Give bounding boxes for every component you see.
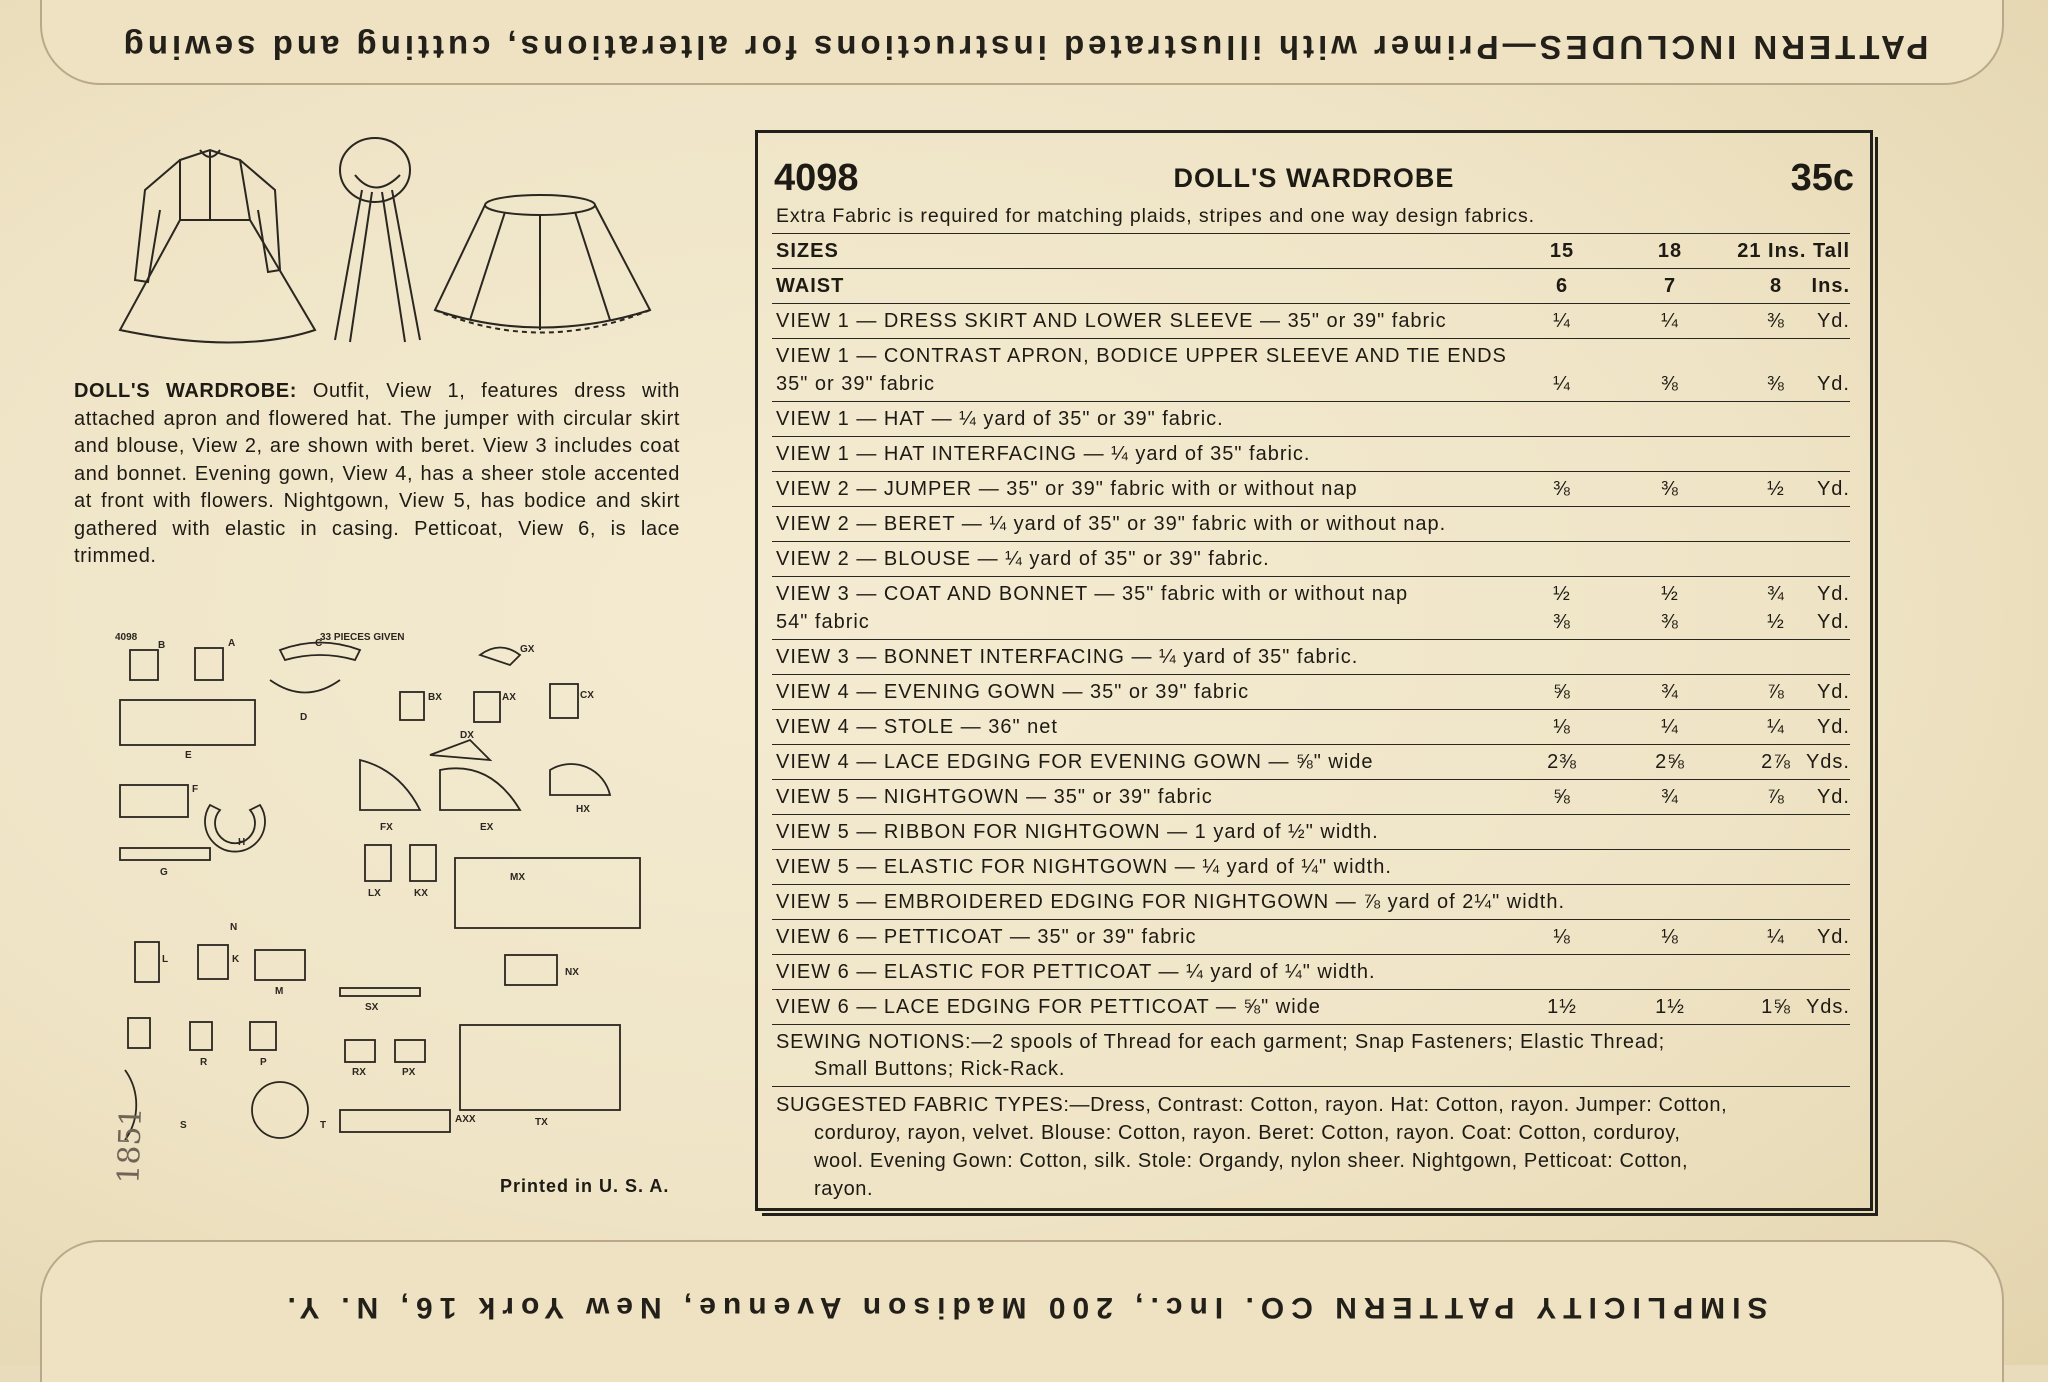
yardage-cell: ⅝	[1553, 786, 1571, 808]
table-row	[772, 541, 1850, 576]
piece-outline	[460, 1025, 620, 1110]
piece-label: R	[200, 1057, 208, 1068]
piece-outline	[345, 1040, 375, 1062]
yardage-cell: ¼	[1553, 310, 1571, 332]
piece-label: G	[160, 867, 168, 878]
yardage-cell: 1⅝	[1761, 996, 1791, 1018]
row-label: VIEW 4 — STOLE — 36" net	[776, 716, 1058, 738]
yardage-cell: ⅜	[1661, 373, 1679, 395]
row-label: VIEW 5 — NIGHTGOWN — 35" or 39" fabric	[776, 786, 1213, 808]
table-row	[772, 814, 1850, 849]
yardage-cell: ⅞	[1767, 681, 1785, 703]
piece-outline	[128, 1018, 150, 1048]
table-row	[772, 506, 1850, 541]
table-row	[772, 779, 1850, 814]
unit-cell: Yds.	[1805, 751, 1850, 773]
sewing-notions	[772, 1024, 1850, 1086]
piece-label: HX	[576, 804, 590, 815]
piece-outline	[430, 740, 490, 760]
notions-line: SEWING NOTIONS:—2 spools of Thread for each garment; Snap Fasteners; Elastic Thread;	[776, 1031, 1666, 1053]
piece-label: B	[158, 640, 166, 651]
yardage-cell: 2⅞	[1761, 751, 1791, 773]
piece-label: H	[238, 837, 246, 848]
yardage-chart	[755, 130, 1873, 1211]
row-label: VIEW 1 — DRESS SKIRT AND LOWER SLEEVE — 35" or 39" fabric	[776, 310, 1447, 332]
piece-outline	[360, 760, 420, 810]
table-row	[772, 338, 1850, 401]
piece-label: KX	[414, 888, 428, 899]
yardage-cell: ⅜	[1767, 373, 1785, 395]
table-row	[772, 884, 1850, 919]
piece-label: AX	[502, 692, 516, 703]
piece-outline	[255, 950, 305, 980]
chart-title: DOLL'S WARDROBE	[1173, 163, 1455, 193]
waist-cell: 6	[1555, 275, 1569, 297]
yardage-cell: ⅜	[1661, 478, 1679, 500]
table-row	[772, 709, 1850, 744]
piece-outline	[130, 650, 158, 680]
piece-outline	[252, 1082, 308, 1138]
piece-outline	[410, 845, 436, 881]
yardage-cell: 1½	[1655, 996, 1685, 1018]
piece-label: F	[192, 784, 199, 795]
row-label: VIEW 1 — HAT INTERFACING — ¼ yard of 35" fabric.	[776, 443, 1311, 465]
piece-outline	[455, 858, 640, 928]
piece-outline	[550, 684, 578, 718]
yardage-cell: ½	[1767, 611, 1785, 633]
pattern-number: 4098	[774, 157, 859, 199]
unit-cell: Yd.	[1816, 611, 1850, 633]
sizes-label: SIZES	[776, 240, 839, 262]
yardage-cell: ¼	[1661, 716, 1679, 738]
yardage-cell: ⅜	[1661, 611, 1679, 633]
piece-outline	[250, 1022, 276, 1050]
piece-outline	[365, 845, 391, 881]
suggested-fabrics	[772, 1086, 1850, 1203]
piece-label: RX	[352, 1067, 366, 1078]
piece-outline	[270, 680, 340, 693]
piece-label: FX	[380, 822, 393, 833]
yardage-cell: ¼	[1661, 310, 1679, 332]
yardage-table	[772, 233, 1850, 1203]
row-label: VIEW 3 — BONNET INTERFACING — ¼ yard of 35" fabric.	[776, 646, 1359, 668]
piece-label: BX	[428, 692, 442, 703]
row-label: VIEW 6 — PETTICOAT — 35" or 39" fabric	[776, 926, 1197, 948]
yardage-cell: ½	[1661, 583, 1679, 605]
row-label: VIEW 5 — ELASTIC FOR NIGHTGOWN — ¼ yard of ¼" width.	[776, 856, 1392, 878]
piece-outline	[120, 785, 188, 817]
piece-label: EX	[480, 822, 494, 833]
table-row	[772, 576, 1850, 639]
pattern-pieces-diagram	[110, 630, 650, 1140]
sizes-row	[772, 233, 1850, 268]
piece-outline	[135, 942, 159, 982]
piece-label: T	[320, 1120, 327, 1131]
piece-outline	[440, 768, 520, 810]
piece-label: AXX	[455, 1114, 476, 1125]
piece-label: P	[260, 1057, 267, 1068]
size-cell: 21 Ins. Tall	[1737, 240, 1850, 262]
notions-line: Small Buttons; Rick-Rack.	[814, 1058, 1066, 1080]
piece-label: S	[180, 1120, 187, 1131]
row-label: VIEW 2 — BLOUSE — ¼ yard of 35" or 39" fabric.	[776, 548, 1270, 570]
waist-cell: 8	[1769, 275, 1783, 297]
piece-outline	[400, 692, 424, 720]
table-row	[772, 954, 1850, 989]
size-cell: 18	[1657, 240, 1683, 262]
unit-cell: Yd.	[1816, 716, 1850, 738]
yardage-cell: ½	[1553, 583, 1571, 605]
suggested-line: rayon.	[814, 1178, 874, 1200]
bottom-banner: SIMPLICITY PATTERN CO. Inc., 200 Madison Avenue, New York 16, N. Y.	[280, 1291, 1768, 1324]
petticoat-drawing	[435, 195, 650, 333]
yardage-cell: ¼	[1767, 926, 1785, 948]
yardage-cell: ⅛	[1661, 926, 1679, 948]
pieces-pattern-number: 4098	[115, 632, 138, 643]
piece-label: DX	[460, 730, 474, 741]
waist-row	[772, 268, 1850, 303]
dress-drawing	[120, 150, 315, 343]
table-row	[772, 401, 1850, 436]
piece-label: SX	[365, 1002, 379, 1013]
piece-label: TX	[535, 1117, 548, 1128]
garment-illustrations	[110, 130, 690, 360]
waist-unit: Ins.	[1811, 275, 1850, 297]
unit-cell: Yd.	[1816, 478, 1850, 500]
row-label: VIEW 4 — LACE EDGING FOR EVENING GOWN — ⅝" wide	[776, 751, 1374, 773]
row-label: VIEW 2 — JUMPER — 35" or 39" fabric with or without nap	[776, 478, 1358, 500]
description-lead: DOLL'S WARDROBE:	[74, 380, 297, 402]
yardage-cell: ¾	[1661, 681, 1679, 703]
piece-label: M	[275, 986, 284, 997]
row-label: VIEW 1 — CONTRAST APRON, BODICE UPPER SLEEVE AND TIE ENDS	[776, 345, 1507, 367]
yardage-cell: 1½	[1547, 996, 1577, 1018]
yardage-cell: ½	[1767, 478, 1785, 500]
size-cell: 15	[1549, 240, 1575, 262]
yardage-cell: ¾	[1767, 583, 1785, 605]
piece-label: D	[300, 712, 308, 723]
pattern-price: 35c	[1790, 157, 1854, 199]
unit-cell: Yd.	[1816, 926, 1850, 948]
top-banner: PATTERN INCLUDES—Primer with illustrated instructions for alterations, cutting and sewing	[119, 29, 1929, 66]
yardage-cell: 2⅝	[1655, 751, 1685, 773]
piece-label: L	[162, 954, 169, 965]
yardage-cell: ⅛	[1553, 926, 1571, 948]
row-label: VIEW 3 — COAT AND BONNET — 35" fabric with or without nap	[776, 583, 1409, 605]
row-label-continued: 54" fabric	[776, 611, 870, 633]
piece-outline	[395, 1040, 425, 1062]
piece-label: PX	[402, 1067, 416, 1078]
yardage-cell: ⅜	[1767, 310, 1785, 332]
piece-outline	[120, 700, 255, 745]
wardrobe-description	[74, 378, 680, 571]
unit-cell: Yd.	[1816, 583, 1850, 605]
row-label: VIEW 6 — ELASTIC FOR PETTICOAT — ¼ yard of ¼" width.	[776, 961, 1376, 983]
pieces-given-label: 33 PIECES GIVEN	[320, 632, 405, 643]
table-row	[772, 919, 1850, 954]
piece-label: A	[228, 638, 236, 649]
yardage-cell: 2⅜	[1547, 751, 1577, 773]
suggested-line: SUGGESTED FABRIC TYPES:—Dress, Contrast: Cotton, rayon. Hat: Cotton, rayon. Jumper: Cotton,	[776, 1094, 1728, 1116]
piece-label: LX	[368, 888, 381, 899]
piece-outline	[505, 955, 557, 985]
row-label: VIEW 5 — EMBROIDERED EDGING FOR NIGHTGOWN — ⅞ yard of 2¼" width.	[776, 891, 1565, 913]
row-label: VIEW 6 — LACE EDGING FOR PETTICOAT — ⅝" wide	[776, 996, 1321, 1018]
yardage-cell: ⅜	[1553, 611, 1571, 633]
row-label: VIEW 4 — EVENING GOWN — 35" or 39" fabric	[776, 681, 1250, 703]
unit-cell: Yds.	[1805, 996, 1850, 1018]
table-row	[772, 639, 1850, 674]
suggested-line: corduroy, rayon, velvet. Blouse: Cotton, rayon. Beret: Cotton, rayon. Coat: Cotton, corduroy,	[814, 1122, 1681, 1144]
piece-outline	[190, 1022, 212, 1050]
row-label: VIEW 1 — HAT — ¼ yard of 35" or 39" fabric.	[776, 408, 1224, 430]
waist-label: WAIST	[776, 275, 845, 297]
yardage-cell: ¾	[1661, 786, 1679, 808]
piece-label: C	[315, 638, 323, 649]
yardage-cell: ¼	[1767, 716, 1785, 738]
piece-outline	[550, 764, 610, 795]
piece-label: MX	[510, 872, 525, 883]
piece-label: NX	[565, 967, 579, 978]
yardage-cell: ⅞	[1767, 786, 1785, 808]
table-row	[772, 849, 1850, 884]
yardage-cell: ⅛	[1553, 716, 1571, 738]
bonnet-drawing	[335, 138, 420, 342]
table-row	[772, 436, 1850, 471]
piece-label: K	[232, 954, 240, 965]
piece-label: GX	[520, 644, 535, 655]
row-label-continued: 35" or 39" fabric	[776, 373, 936, 395]
waist-cell: 7	[1663, 275, 1677, 297]
pen-mark: 1851	[111, 1106, 150, 1185]
piece-outline	[340, 988, 420, 996]
piece-label: N	[230, 922, 238, 933]
table-row	[772, 674, 1850, 709]
table-row	[772, 744, 1850, 779]
piece-outline	[480, 648, 520, 666]
row-label: VIEW 2 — BERET — ¼ yard of 35" or 39" fabric with or without nap.	[776, 513, 1447, 535]
unit-cell: Yd.	[1816, 373, 1850, 395]
piece-outline	[340, 1110, 450, 1132]
fabric-note: Extra Fabric is required for matching plaids, stripes and one way design fabrics.	[776, 205, 1535, 227]
description-body: Outfit, View 1, features dress with attached apron and flowered hat. The jumper with circular skirt and blouse, View 2, are shown with beret. View 3 includes coat and bonnet. Evening gown, View 4, has a sheer stole accented at front with flowers. Nightgown, View 5, has bodice and skirt gathered with elastic in casing. Petticoat, View 6, is lace trimmed.	[74, 380, 681, 567]
table-row	[772, 303, 1850, 338]
piece-outline	[195, 648, 223, 680]
piece-outline	[198, 945, 228, 979]
yardage-cell: ⅝	[1553, 681, 1571, 703]
table-row	[772, 989, 1850, 1024]
yardage-cell: ⅜	[1553, 478, 1571, 500]
chart-header	[774, 157, 1854, 205]
table-row	[772, 471, 1850, 506]
unit-cell: Yd.	[1816, 786, 1850, 808]
unit-cell: Yd.	[1816, 310, 1850, 332]
piece-outline	[205, 805, 265, 852]
piece-outline	[474, 692, 500, 722]
piece-outline	[120, 848, 210, 860]
suggested-line: wool. Evening Gown: Cotton, silk. Stole: Organdy, nylon sheer. Nightgown, Petticoat: Cotton,	[814, 1150, 1689, 1172]
unit-cell: Yd.	[1816, 681, 1850, 703]
row-label: VIEW 5 — RIBBON FOR NIGHTGOWN — 1 yard of ½" width.	[776, 821, 1379, 843]
piece-label: E	[185, 750, 192, 761]
piece-label: CX	[580, 690, 594, 701]
printed-in-usa: Printed in U. S. A.	[500, 1176, 670, 1196]
yardage-cell: ¼	[1553, 373, 1571, 395]
